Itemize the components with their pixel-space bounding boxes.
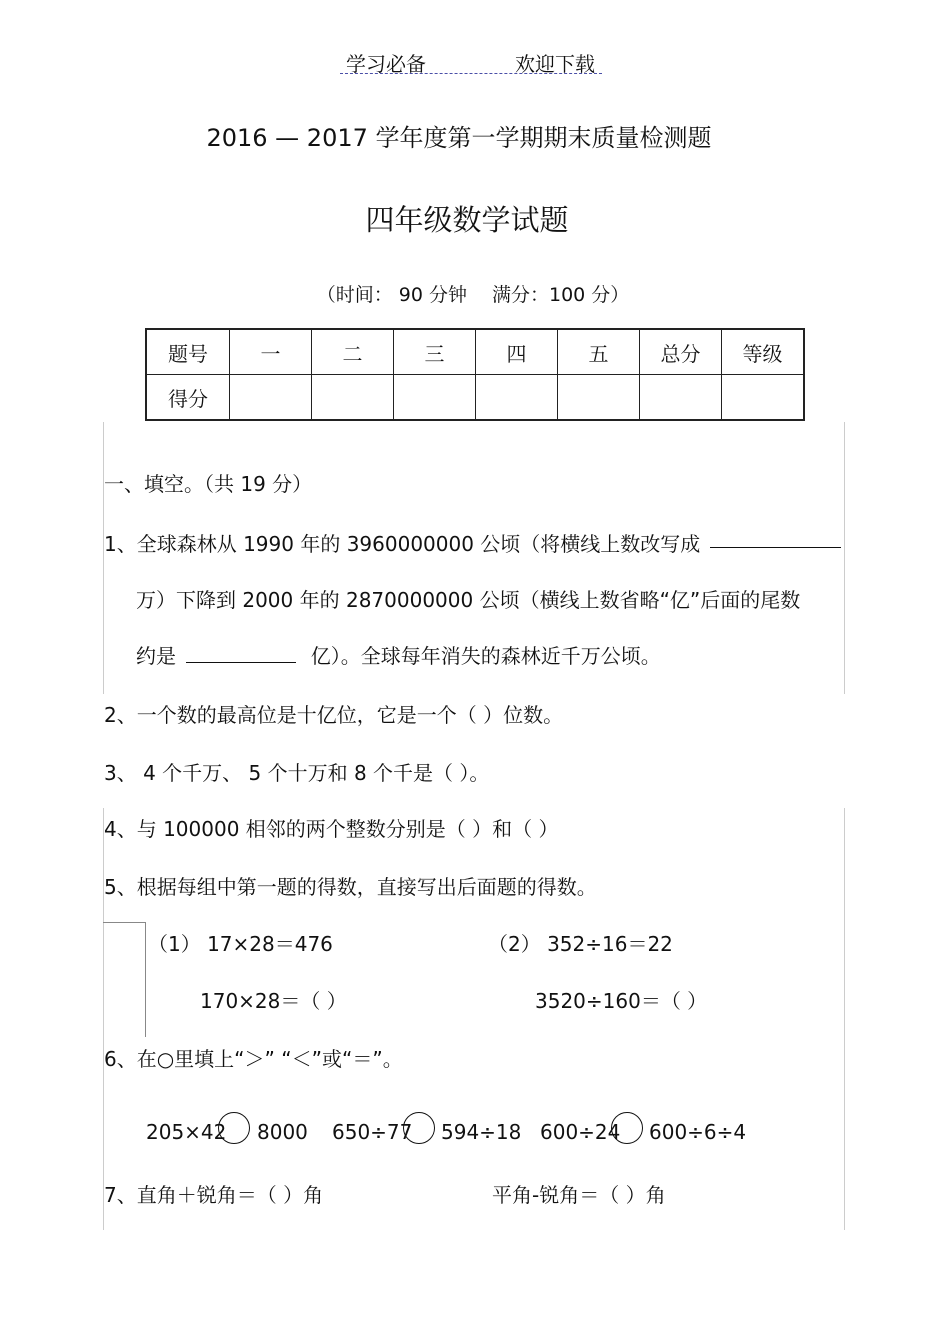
table-cell: 得分 bbox=[146, 375, 230, 421]
comparison-circle-3[interactable] bbox=[611, 1112, 643, 1144]
score-cell[interactable] bbox=[476, 375, 558, 421]
question-5-part-2-ask: 3520÷160＝（ ） bbox=[535, 989, 708, 1013]
header-right-text: 欢迎下载 bbox=[515, 52, 595, 76]
comparison-circle-1[interactable] bbox=[218, 1112, 250, 1144]
table-cell: 总分 bbox=[640, 329, 722, 375]
score-cell[interactable] bbox=[230, 375, 312, 421]
question-7-right: 平角-锐角＝（ ）角 bbox=[492, 1183, 666, 1207]
bracket-line bbox=[145, 922, 146, 1037]
question-5-part-1-given: （1） 17×28＝476 bbox=[148, 932, 333, 956]
comparison-3-right: 600÷6÷4 bbox=[649, 1120, 747, 1144]
question-1-line-3-start: 约是 bbox=[136, 644, 176, 668]
question-5-part-1-ask: 170×28＝（ ） bbox=[200, 989, 347, 1013]
question-2: 2、一个数的最高位是十亿位，它是一个（ ）位数。 bbox=[104, 703, 564, 727]
score-cell[interactable] bbox=[394, 375, 476, 421]
section-title: 一、填空。（共 19 分） bbox=[104, 472, 313, 496]
score-table bbox=[145, 328, 805, 421]
score-cell[interactable] bbox=[312, 375, 394, 421]
table-cell: 四 bbox=[476, 329, 558, 375]
bracket-line bbox=[103, 922, 145, 923]
header-left-text: 学习必备 bbox=[346, 52, 426, 76]
question-7-left: 7、直角＋锐角＝（ ）角 bbox=[104, 1183, 324, 1207]
frame-line bbox=[844, 422, 845, 694]
comparison-circle-2[interactable] bbox=[403, 1112, 435, 1144]
question-1-line-3-end: 亿）。全球每年消失的森林近千万公顷。 bbox=[310, 644, 661, 668]
question-4: 4、与 100000 相邻的两个整数分别是（ ）和（ ） bbox=[104, 817, 559, 841]
frame-line bbox=[844, 808, 845, 1230]
question-5: 5、根据每组中第一题的得数，直接写出后面题的得数。 bbox=[104, 875, 597, 899]
answer-blank[interactable] bbox=[710, 529, 841, 552]
time-and-score-info: （时间： 90 分钟 满分：100 分） bbox=[316, 284, 630, 306]
score-cell[interactable] bbox=[558, 375, 640, 421]
score-table-header-row bbox=[146, 329, 804, 375]
table-cell: 五 bbox=[558, 329, 640, 375]
exam-subtitle: 四年级数学试题 bbox=[365, 203, 569, 237]
question-1-line-1: 1、全球森林从 1990 年的 3960000000 公顷（将横线上数改写成 bbox=[104, 532, 701, 556]
table-cell: 二 bbox=[312, 329, 394, 375]
frame-line bbox=[103, 422, 104, 694]
question-6: 6、在○里填上“＞” “＜”或“＝”。 bbox=[104, 1047, 403, 1071]
table-cell: 题号 bbox=[146, 329, 230, 375]
exam-title: 2016 — 2017 学年度第一学期期末质量检测题 bbox=[206, 124, 712, 152]
score-table-score-row bbox=[146, 375, 804, 421]
comparison-2-right: 594÷18 bbox=[441, 1120, 522, 1144]
question-1-line-2: 万）下降到 2000 年的 2870000000 公顷（横线上数省略“亿”后面的尾数 bbox=[136, 588, 801, 612]
question-5-part-2-given: （2） 352÷16＝22 bbox=[488, 932, 673, 956]
comparison-3-left: 600÷24 bbox=[540, 1120, 621, 1144]
score-cell[interactable] bbox=[722, 375, 805, 421]
comparison-1-right: 8000 bbox=[257, 1120, 308, 1144]
table-cell: 三 bbox=[394, 329, 476, 375]
header-dashed-rule bbox=[340, 73, 602, 74]
answer-blank-line bbox=[710, 529, 841, 548]
table-cell: 一 bbox=[230, 329, 312, 375]
comparison-2-left: 650÷77 bbox=[332, 1120, 413, 1144]
score-cell[interactable] bbox=[640, 375, 722, 421]
table-cell: 等级 bbox=[722, 329, 805, 375]
question-3: 3、 4 个千万、 5 个十万和 8 个千是（ ）。 bbox=[104, 761, 490, 785]
comparison-1-left: 205×42 bbox=[146, 1120, 227, 1144]
question-1-line-3 bbox=[136, 640, 661, 669]
answer-blank[interactable] bbox=[186, 644, 296, 663]
